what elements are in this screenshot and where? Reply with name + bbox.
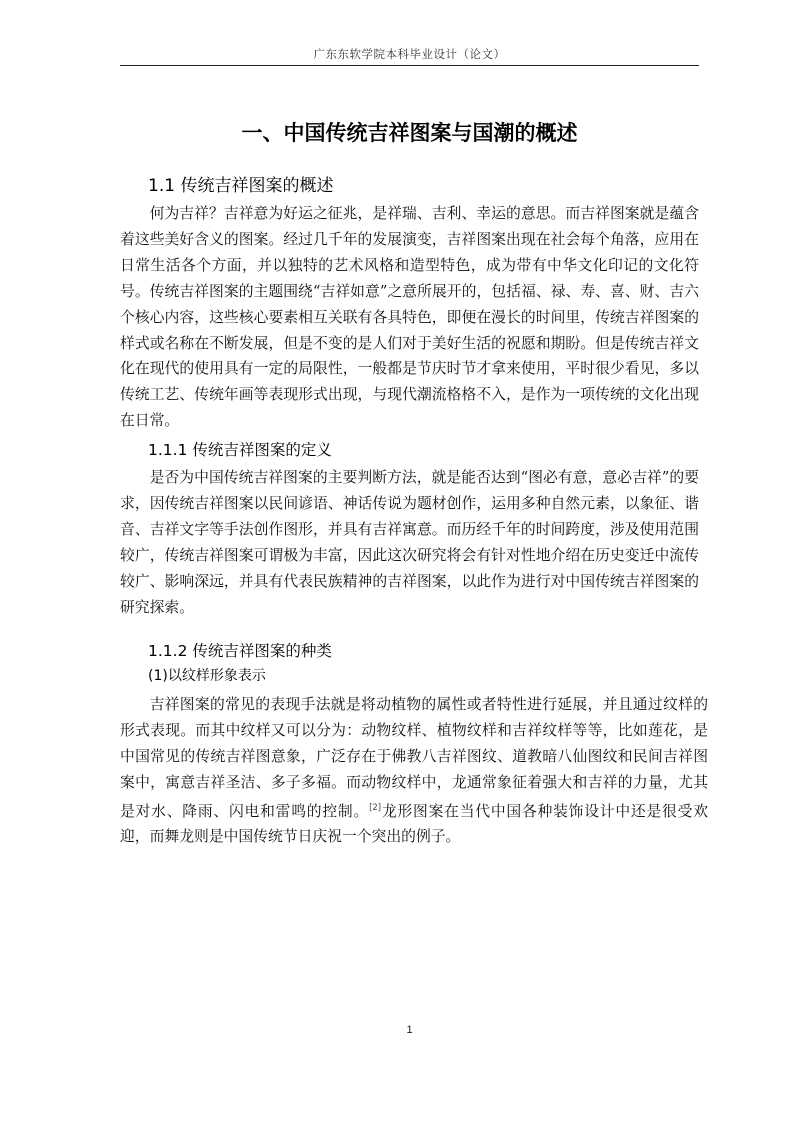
- subsection-heading-pattern-forms: (1)以纹样形象表示: [148, 668, 266, 684]
- header-divider: [120, 65, 699, 66]
- citation-reference[interactable]: [2]: [369, 802, 382, 813]
- section-heading-1-1-1: 1.1.1 传统吉祥图案的定义: [148, 441, 332, 459]
- section-heading-1-1: 1.1 传统吉祥图案的概述: [148, 176, 334, 196]
- section-1-1-2-paragraph: [120, 692, 708, 850]
- section-heading-1-1-2: 1.1.2 传统吉祥图案的种类: [148, 642, 332, 660]
- paragraph-text-after-citation: 龙形图案在当代中国各种装饰设计中还是很受欢迎，而舞龙则是中国传统节日庆祝一个突出的例子。: [120, 802, 708, 846]
- section-1-1-1-paragraph: 是否为中国传统吉祥图案的主要判断方法，就是能否达到“图必有意，意必吉祥”的要求，因传统吉祥图案以民间谚语、神话传说为题材创作，运用多种自然元素，以象征、谐音、吉祥文字等手法创作图形，并具有吉祥寓意。而历经千年的时间跨度，涉及使用范围较广，传统吉祥图案可谓极为丰富，因此这次研究将会有针对性地介绍在历史变迁中流传较广、影响深远，并具有代表民族精神的吉祥图案，以此作为进行对中国传统吉祥图案的研究探索。: [120, 469, 699, 616]
- section-1-1-paragraph: 何为吉祥？吉祥意为好运之征兆，是祥瑞、吉利、幸运的意思。而吉祥图案就是蕴含着这些美好含义的图案。经过几千年的发展演变，吉祥图案出现在社会每个角落，应用在日常生活各个方面，并以独特的艺术风格和造型特色，成为带有中华文化印记的文化符号。传统吉祥图案的主题围绕“吉祥如意”之意所展开的，包括福、禄、寿、喜、财、吉六个核心内容，这些核心要素相互关联有各具特色，即便在漫长的时间里，传统吉祥图案的样式或名称在不断发展，但是不变的是人们对于美好生活的祝愿和期盼。但是传统吉祥文化在现代的使用具有一定的局限性，一般都是节庆时节才拿来使用，平时很少看见，多以传统工艺、传统年画等表现形式出现，与现代潮流格格不入，是作为一项传统的文化出现在日常。: [120, 205, 699, 430]
- page-number: 1: [406, 1024, 413, 1036]
- chapter-title: 一、中国传统吉祥图案与国潮的概述: [241, 121, 578, 145]
- page-header: 广东东软学院本科毕业设计（论文）: [313, 47, 506, 61]
- paragraph-text-before-citation: 吉祥图案的常见的表现手法就是将动植物的属性或者特性进行延展，并且通过纹样的形式表现。而其中纹样又可以分为：动物纹样、植物纹样和吉祥纹样等等，比如莲花，是中国常见的传统吉祥图意象，广泛存在于佛教八吉祥图纹、道教暗八仙图纹和民间吉祥图案中，寓意吉祥圣洁、多子多福。而动物纹样中，龙通常象征着强大和吉祥的力量，尤其是对水、降雨、闪电和雷鸣的控制。: [120, 696, 708, 820]
